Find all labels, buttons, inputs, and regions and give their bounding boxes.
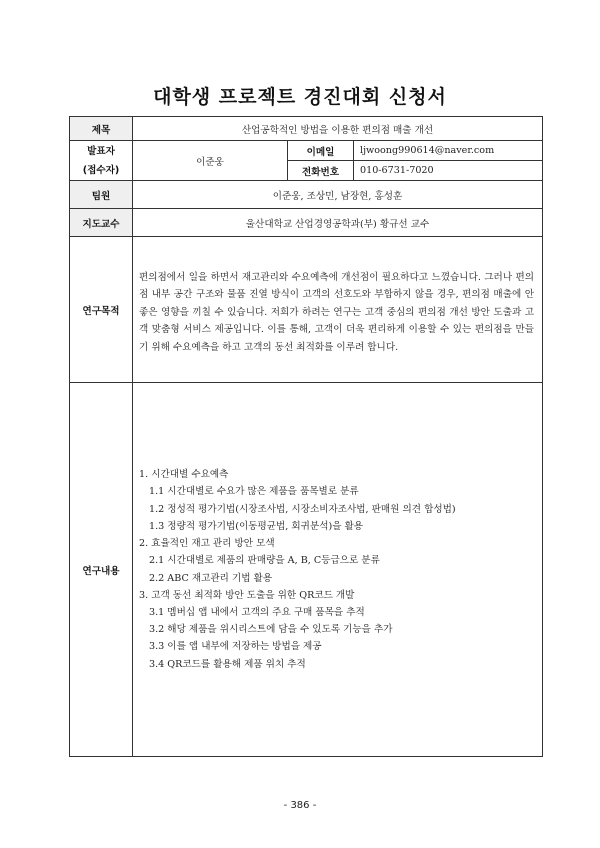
- content-list-item: 2.2 ABC 재고관리 기법 활용: [149, 572, 273, 584]
- content-list-item: 1.3 정량적 평가기법(이동평균법, 회귀분석)을 활용: [149, 520, 364, 532]
- subject-label: 제목: [70, 117, 133, 141]
- page-number: - 386 -: [283, 800, 317, 811]
- team-row: [70, 181, 543, 209]
- team-label: 팀원: [70, 181, 133, 209]
- purpose-row: [70, 237, 543, 383]
- content-cell: [133, 383, 543, 757]
- content-list: [139, 466, 536, 672]
- content-label: 연구내용: [70, 383, 133, 757]
- email-label: 이메일: [288, 141, 354, 161]
- content-list-item: 1.1 시간대별로 수요가 많은 제품을 품목별로 분류: [149, 486, 359, 498]
- presenter-name: 이준웅: [133, 141, 288, 181]
- advisor-label: 지도교수: [70, 209, 133, 237]
- document-title: 대학생 프로젝트 경진대회 신청서: [153, 86, 447, 108]
- content-list-item: 3.3 이를 앱 내부에 저장하는 방법을 제공: [149, 641, 322, 653]
- purpose-text: 편의점에서 일을 하면서 재고관리와 수요예측에 개선점이 필요하다고 느꼈습니다. 그러나 편의점 내부 공간 구조와 물품 진열 방식이 고객의 선호도와 부합하지 않을 경우, 편의점 매출에 안 좋은 영향을 끼칠 수 있습니다. 저희가 하려는 연구는 고객 중심의 편의점 개선 방안 도출과 고객 맞춤형 서비스 제공입니다. 이를 통해, 고객이 더욱 편리하게 이용할 수 있는 편의점을 만들기 위해 수요예측을 하고 고객의 동선 최적화를 이루려 합니다.: [133, 237, 543, 383]
- advisor-value: 울산대학교 산업경영공학과(부) 황규선 교수: [133, 209, 543, 237]
- content-list-item: 2.1 시간대별로 제품의 판매량을 A, B, C등급으로 분류: [149, 555, 380, 567]
- phone-value: 010-6731-7020: [354, 161, 543, 181]
- application-form-table: [69, 116, 543, 757]
- phone-label: 전화번호: [288, 161, 354, 181]
- content-list-item: 3. 고객 동선 최적화 방안 도출을 위한 QR코드 개발: [139, 589, 355, 601]
- content-list-item: 1. 시간대별 수요예측: [139, 469, 229, 481]
- content-list-item: 3.2 해당 제품을 위시리스트에 담을 수 있도록 기능을 추가: [149, 624, 393, 636]
- content-list-item: 3.4 QR코드를 활용해 제품 위치 추적: [149, 658, 306, 670]
- email-value: ljwoong990614@naver.com: [354, 141, 543, 161]
- presenter-label-line2: (접수자): [82, 164, 120, 176]
- subject-value: 산업공학적인 방법을 이용한 편의점 매출 개선: [133, 117, 543, 141]
- advisor-row: [70, 209, 543, 237]
- content-row: [70, 383, 543, 757]
- content-list-item: 3.1 멤버십 앱 내에서 고객의 주요 구매 품목을 추적: [149, 606, 365, 618]
- presenter-label: [70, 141, 133, 181]
- content-list-item: 1.2 정성적 평가기법(시장조사법, 시장소비자조사법, 판매원 의견 합성법): [149, 503, 456, 515]
- purpose-label: 연구목적: [70, 237, 133, 383]
- team-value: 이준웅, 조상민, 남장현, 홍성훈: [133, 181, 543, 209]
- subject-row: [70, 117, 543, 141]
- presenter-row-email: [70, 141, 543, 161]
- content-list-item: 2. 효율적인 재고 관리 방안 모색: [139, 538, 275, 550]
- presenter-label-line1: 발표자: [87, 145, 115, 157]
